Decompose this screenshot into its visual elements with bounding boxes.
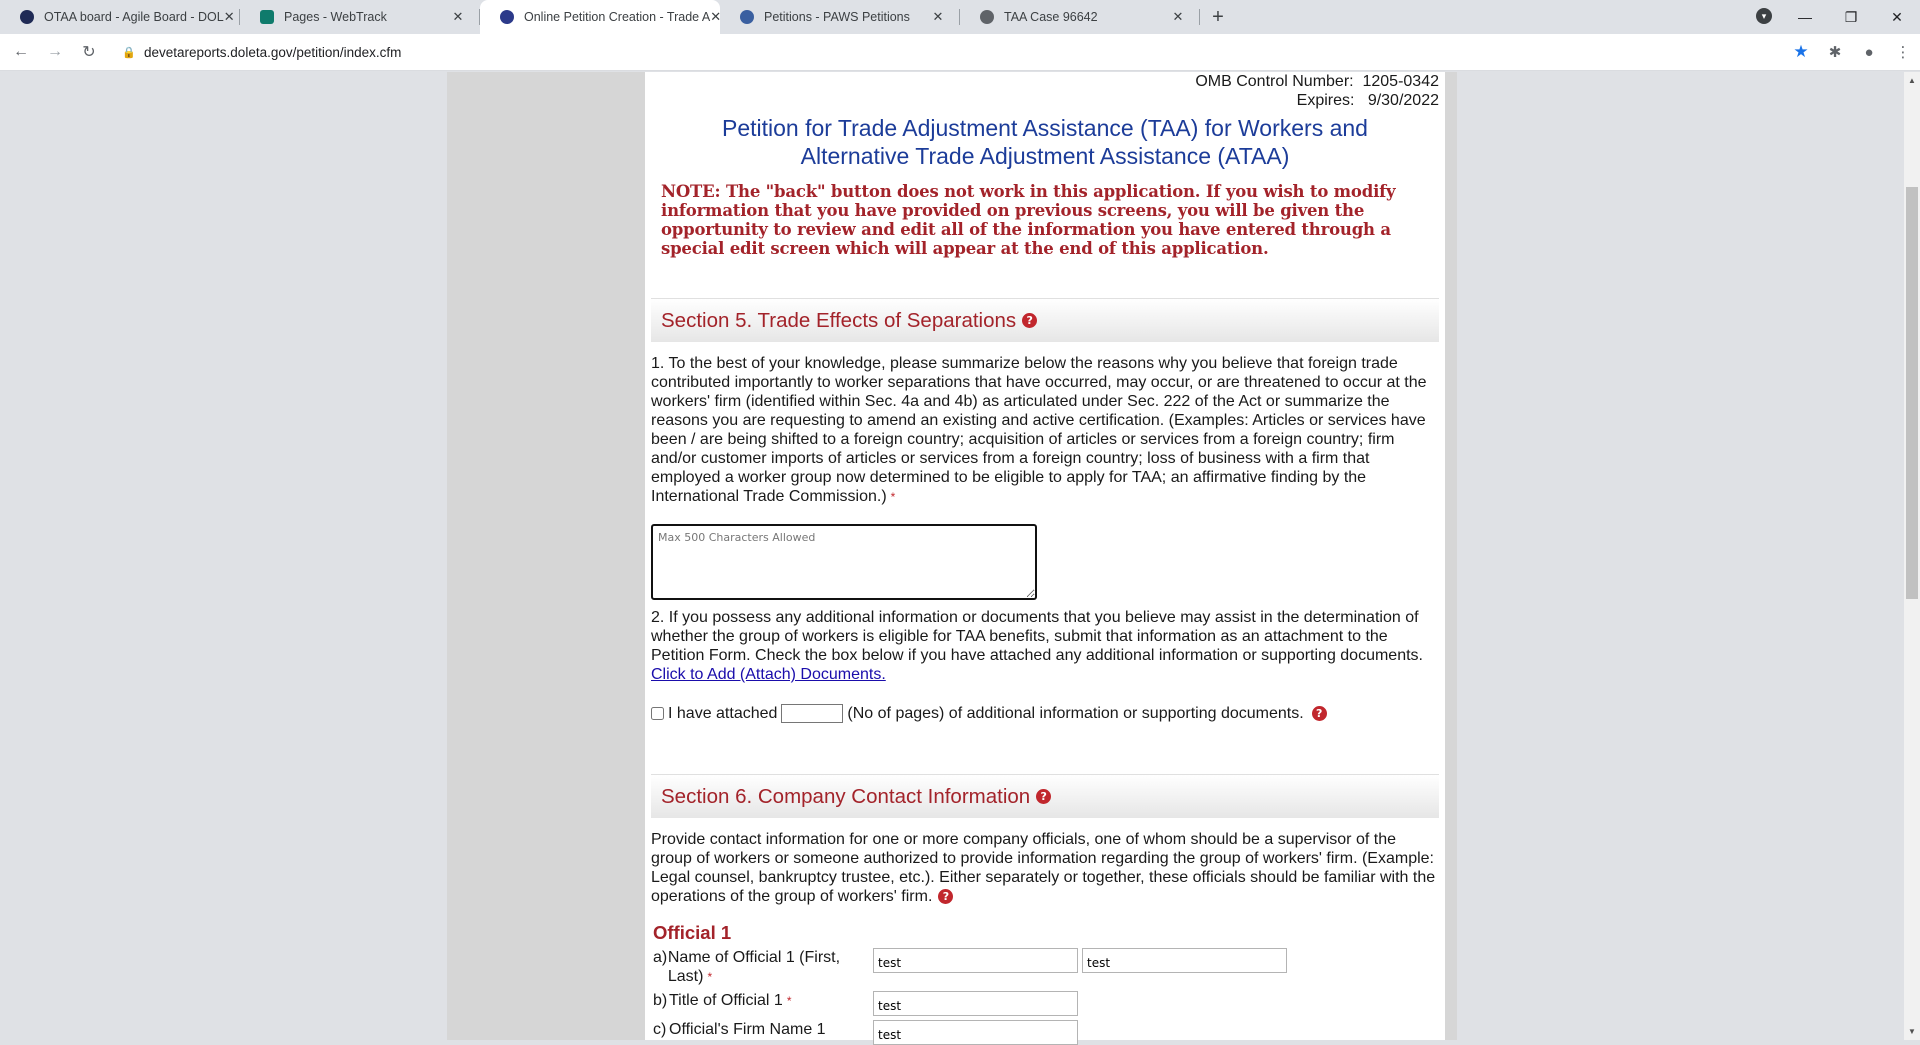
- section5-question2: [651, 608, 1439, 684]
- official-firm-input[interactable]: [873, 1020, 1078, 1045]
- reload-icon[interactable]: ↻: [82, 44, 96, 61]
- new-tab-icon[interactable]: +: [1212, 5, 1224, 28]
- help-icon[interactable]: ?: [1022, 313, 1037, 328]
- expires-label: Expires:: [1296, 92, 1355, 109]
- form-content: [645, 72, 1445, 1040]
- attachment-row: [651, 704, 1439, 723]
- official-name-label: Name of Official 1 (First, Last): [667, 949, 841, 985]
- minimize-icon[interactable]: —: [1798, 9, 1812, 25]
- browser-tab[interactable]: [240, 0, 480, 34]
- page-title-line2: Alternative Trade Adjustment Assistance (ATAA): [800, 143, 1290, 169]
- lock-icon[interactable]: 🔒: [122, 46, 136, 59]
- section6-title: Section 6. Company Contact Information: [661, 784, 1031, 808]
- field-index: b): [653, 992, 668, 1009]
- scroll-up-icon[interactable]: ▲: [1908, 76, 1916, 85]
- required-marker: *: [890, 490, 896, 504]
- field-index: c): [653, 1021, 667, 1038]
- scroll-down-icon[interactable]: ▼: [1908, 1027, 1916, 1036]
- q2-text: 2. If you possess any additional information or documents that you believe may assist in the determination of whether the group of workers is eligible for TAA benefits, submit that information as an attachment to the Petition Form. Check the box below if you have attached any additional information or supporting documents.: [651, 609, 1423, 664]
- page-title-line1: Petition for Trade Adjustment Assistance (TAA) for Workers and: [722, 115, 1368, 141]
- menu-icon[interactable]: ⋮: [1895, 44, 1911, 61]
- tab-strip: [0, 0, 1920, 34]
- pages-count-input[interactable]: [781, 704, 843, 723]
- help-icon[interactable]: ?: [1036, 789, 1051, 804]
- browser-tab[interactable]: [960, 0, 1200, 34]
- attach-suffix-label: (No of pages) of additional information or supporting documents.: [847, 704, 1304, 722]
- right-margin-panel: [1445, 72, 1457, 1040]
- official-title-label: Title of Official 1: [669, 992, 783, 1009]
- browser-tab-active[interactable]: [480, 0, 720, 34]
- required-marker: *: [707, 970, 713, 984]
- tab-close-icon[interactable]: ✕: [223, 9, 235, 24]
- tab-favicon-icon: [740, 10, 754, 24]
- url-text: devetareports.doleta.gov/petition/index.cfm: [144, 44, 402, 60]
- bookmark-star-icon[interactable]: ★: [1793, 42, 1809, 61]
- section6-intro: [651, 830, 1439, 906]
- omb-value: 1205-0342: [1362, 73, 1439, 90]
- omb-label: OMB Control Number:: [1195, 73, 1354, 90]
- official-last-name-input[interactable]: [1082, 948, 1287, 973]
- official-title-input[interactable]: [873, 991, 1078, 1016]
- tab-title: OTAA board - Agile Board - DOL: [44, 10, 224, 24]
- tab-favicon-icon: [260, 10, 274, 24]
- official-title-row: [651, 991, 1439, 1016]
- tab-favicon-icon: [500, 10, 514, 24]
- official-first-name-input[interactable]: [873, 948, 1078, 973]
- official-firm-row: [651, 1020, 1439, 1045]
- browser-tab[interactable]: [720, 0, 960, 34]
- section5-header: [651, 298, 1439, 342]
- intro-text: Provide contact information for one or more company officials, one of whom should be a supervisor of the group of workers or someone authorized to provide information regarding the group of workers' firm. (Example: Legal counsel, bankruptcy trustee, etc.). Either separately or together, these officials should be familiar with the operations of the group of workers' firm.: [651, 831, 1436, 905]
- required-marker: *: [786, 994, 792, 1008]
- tab-close-icon[interactable]: ✕: [932, 9, 944, 24]
- tab-title: TAA Case 96642: [1004, 10, 1098, 24]
- vertical-scrollbar[interactable]: [1904, 72, 1920, 1040]
- forward-icon[interactable]: →: [47, 43, 63, 60]
- scroll-thumb[interactable]: [1906, 187, 1918, 599]
- tab-title: Online Petition Creation - Trade A: [524, 10, 711, 24]
- official-firm-label: Official's Firm Name 1: [669, 1021, 826, 1038]
- window-controls: [1782, 0, 1920, 34]
- tab-search-icon[interactable]: ▾: [1756, 8, 1772, 24]
- help-icon[interactable]: ?: [1312, 706, 1327, 721]
- official-heading: Official 1: [653, 922, 732, 943]
- attach-prefix-label: I have attached: [668, 704, 778, 722]
- tab-title: Pages - WebTrack: [284, 10, 387, 24]
- field-index: a): [653, 949, 668, 966]
- restore-icon[interactable]: ❐: [1844, 8, 1858, 25]
- address-bar[interactable]: [114, 38, 1776, 66]
- extensions-icon[interactable]: ✱: [1828, 44, 1842, 61]
- tab-favicon-icon: [20, 10, 34, 24]
- left-margin-panel: [447, 72, 645, 1040]
- profile-icon[interactable]: ●: [1864, 43, 1874, 61]
- tab-title: Petitions - PAWS Petitions: [764, 10, 910, 24]
- window-close-icon[interactable]: ✕: [1891, 8, 1903, 25]
- tab-favicon-icon: [980, 10, 994, 24]
- back-button-note: NOTE: The "back" button does not work in this application. If you wish to modify information that you have provided on previous screens, you will be given the opportunity to review and edit all of the information you have entered through a special edit screen which will appear at the end of this application.: [661, 182, 1396, 258]
- page-viewport: [0, 72, 1904, 1040]
- q1-text: 1. To the best of your knowledge, please summarize below the reasons why you believe that foreign trade contributed importantly to worker separations that have occurred, may occur, or are threatened to occur at the workers' firm (identified within Sec. 4a and 4b) as articulated under Sec. 222 of the Act or summarize the reasons you are requesting to amend an existing and active certification. (Examples: Articles or services have been / are being shifted to a foreign country; acquisition of articles or services from a foreign country; firm and/or customer imports of articles or services from a foreign country; loss of business with a firm that employed a worker group now determined to be eligible to apply for TAA; an affirmative finding by the International Trade Commission.): [651, 355, 1427, 505]
- tab-close-icon[interactable]: ✕: [1172, 9, 1184, 24]
- help-icon[interactable]: ?: [938, 889, 953, 904]
- page-title: [651, 114, 1439, 170]
- browser-tab[interactable]: [0, 0, 240, 34]
- trade-reasons-textarea[interactable]: [651, 524, 1037, 600]
- tab-close-icon[interactable]: ✕: [452, 9, 464, 24]
- section6-header: [651, 774, 1439, 818]
- section5-question1: [651, 354, 1439, 507]
- attached-checkbox[interactable]: [651, 707, 664, 720]
- tab-close-icon[interactable]: ✕: [710, 9, 722, 24]
- omb-block: [651, 72, 1439, 110]
- browser-toolbar: [0, 34, 1920, 71]
- expires-value: 9/30/2022: [1367, 92, 1439, 109]
- section5-title: Section 5. Trade Effects of Separations: [661, 308, 1017, 332]
- back-icon[interactable]: ←: [13, 43, 29, 60]
- attach-documents-link[interactable]: Click to Add (Attach) Documents.: [651, 666, 886, 683]
- official-name-row: [651, 948, 1439, 987]
